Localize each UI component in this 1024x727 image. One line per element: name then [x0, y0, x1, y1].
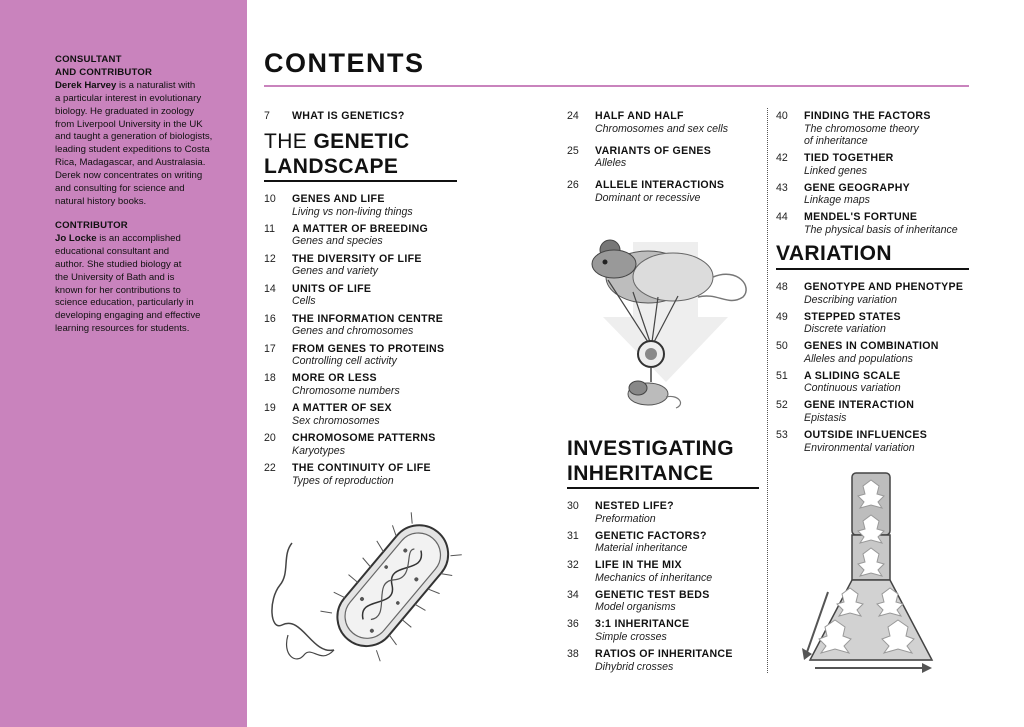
page-number: 38	[567, 648, 579, 660]
entry-title: MORE OR LESS	[292, 372, 377, 385]
bio-line: is a naturalist with	[116, 79, 196, 91]
entry-title: GENE GEOGRAPHY	[804, 181, 911, 194]
entry-subtitle: Describing variation	[804, 293, 898, 306]
entry-subtitle: Chromosomes and sex cells	[595, 122, 729, 135]
consultant-heading-line2: AND CONTRIBUTOR	[55, 66, 153, 78]
entry-title: VARIANTS OF GENES	[595, 144, 712, 157]
entry-subtitle: Discrete variation	[804, 323, 886, 336]
bio-line: known for her contributions to	[55, 284, 181, 296]
heading-part: INVESTIGATING	[567, 437, 734, 460]
entry-subtitle: Cells	[292, 295, 316, 308]
page-number: 48	[776, 281, 788, 293]
bio-line: developing engaging and effective	[55, 310, 201, 322]
page-number: 24	[567, 110, 579, 122]
bio-line: and consulting for science and	[55, 183, 185, 195]
entry-subtitle: The chromosome theory	[804, 122, 919, 135]
entry-title: GENETIC FACTORS?	[595, 529, 707, 542]
entry-subtitle: Model organisms	[595, 601, 676, 614]
entry-subtitle: Linked genes	[804, 164, 868, 177]
entry-title: A MATTER OF SEX	[292, 402, 392, 415]
entry-title: GENE INTERACTION	[804, 399, 915, 412]
page-number: 30	[567, 500, 579, 512]
section-rule	[567, 487, 759, 489]
page-number: 10	[264, 193, 276, 205]
entry-title: TIED TOGETHER	[804, 152, 894, 165]
entry-title: GENES AND LIFE	[292, 193, 385, 205]
heading-part: THE	[264, 130, 314, 153]
bio-line: Rica, Madagascar, and Australasia.	[55, 157, 206, 169]
section-heading-investigating-inheritance	[567, 436, 734, 486]
contributor-name: Jo Locke	[55, 232, 97, 244]
page-number: 52	[776, 399, 788, 412]
entry-title: THE INFORMATION CENTRE	[292, 312, 444, 325]
bio-line: science education, particularly in	[55, 297, 194, 309]
bio-line: learning resources for students.	[55, 323, 190, 335]
page-number: 22	[264, 462, 276, 475]
entry-subtitle: Preformation	[595, 512, 656, 525]
entry-subtitle: Genes and chromosomes	[292, 325, 414, 338]
page-number: 7	[264, 110, 270, 122]
entry-subtitle: Environmental variation	[804, 441, 915, 454]
consultant-name: Derek Harvey	[55, 79, 117, 91]
entry-title: A SLIDING SCALE	[804, 369, 901, 382]
entry-title: GENETIC TEST BEDS	[595, 588, 710, 601]
section-heading-variation	[776, 241, 892, 266]
page-number: 43	[776, 181, 788, 194]
column-divider	[767, 108, 768, 673]
entry-title: MENDEL'S FORTUNE	[804, 211, 918, 224]
entry-title: THE CONTINUITY OF LIFE	[292, 462, 431, 475]
entry-subtitle: Genes and variety	[292, 265, 378, 278]
entry-title: NESTED LIFE?	[595, 500, 674, 512]
page-title: CONTENTS	[264, 48, 425, 78]
page-number: 32	[567, 559, 579, 572]
bio-line: author. She studied biology at	[55, 258, 182, 270]
page-number: 17	[264, 342, 276, 355]
entry-title: FROM GENES TO PROTEINS	[292, 342, 445, 355]
bio-line: leading student expeditions to Costa	[55, 144, 210, 156]
heading-part: VARIATION	[776, 242, 892, 265]
page-number: 26	[567, 179, 579, 191]
entry-title: CHROMOSOME PATTERNS	[292, 432, 436, 445]
entry-subtitle: Mechanics of inheritance	[595, 571, 713, 584]
entry-subtitle: Controlling cell activity	[292, 355, 397, 367]
page-number: 11	[264, 222, 275, 235]
entry-subtitle: Sex chromosomes	[292, 414, 380, 427]
entry-subtitle: Karyotypes	[292, 444, 345, 457]
contributor-block	[55, 220, 225, 336]
entry-subtitle: Types of reproduction	[292, 474, 394, 487]
bacterium-illustration	[262, 505, 462, 670]
entry-title: HALF AND HALF	[595, 110, 684, 122]
entry-title: A MATTER OF BREEDING	[292, 222, 429, 235]
page-number: 51	[776, 369, 788, 382]
entry-subtitle: Alleles and populations	[804, 352, 913, 365]
entry-title: GENOTYPE AND PHENOTYPE	[804, 281, 964, 293]
entry-title: LIFE IN THE MIX	[595, 559, 682, 572]
title-rule	[264, 85, 969, 87]
page-number: 18	[264, 372, 276, 385]
section-rule	[264, 180, 457, 182]
mice-inheritance-illustration	[578, 222, 753, 417]
heading-part: INHERITANCE	[567, 462, 714, 485]
entry-subtitle: Alleles	[595, 157, 627, 169]
page-number: 40	[776, 110, 788, 122]
entry-subtitle: Continuous variation	[804, 382, 901, 395]
entry-subtitle: Epistasis	[804, 411, 847, 424]
entry-subtitle: Chromosome numbers	[292, 384, 400, 397]
entry-title: RATIOS OF INHERITANCE	[595, 648, 733, 660]
bio-line: natural history books.	[55, 195, 147, 207]
entry-subtitle: Linkage maps	[804, 194, 870, 207]
bio-line: is an accomplished	[96, 232, 181, 244]
entry-title: OUTSIDE INFLUENCES	[804, 429, 928, 441]
entry-title: GENES IN COMBINATION	[804, 340, 939, 353]
entry-subtitle: Simple crosses	[595, 630, 667, 643]
contributor-bio	[55, 233, 225, 336]
page-number: 49	[776, 310, 788, 323]
entry-subtitle: Dominant or recessive	[595, 191, 701, 204]
entry-subtitle: Material inheritance	[595, 542, 688, 555]
sidebar	[0, 0, 247, 727]
consultant-heading: CONSULTANT	[55, 54, 122, 65]
page-number: 50	[776, 340, 788, 353]
page-number: 16	[264, 312, 276, 325]
page-number: 14	[264, 282, 276, 295]
entry-title: 3:1 INHERITANCE	[595, 618, 690, 631]
entry-subtitle-line2: of inheritance	[804, 135, 868, 147]
entry-subtitle: The physical basis of inheritance	[804, 223, 958, 236]
page-number: 12	[264, 252, 276, 265]
consultant-block	[55, 54, 225, 209]
entry-title: THE DIVERSITY OF LIFE	[292, 252, 422, 265]
entry-subtitle: Genes and species	[292, 235, 383, 248]
consultant-bio	[55, 80, 225, 209]
contributor-heading: CONTRIBUTOR	[55, 220, 128, 231]
page-number: 25	[567, 144, 579, 157]
heading-part: GENETIC	[313, 130, 410, 153]
bio-line: biology. He graduated in zoology	[55, 105, 195, 117]
entry-subtitle: Dihybrid crosses	[595, 660, 674, 673]
page-number: 20	[264, 432, 276, 445]
bio-line: educational consultant and	[55, 245, 170, 257]
bio-line: a particular interest in evolutionary	[55, 92, 202, 104]
page-number: 42	[776, 152, 788, 165]
entry-title: STEPPED STATES	[804, 310, 901, 323]
page-number: 34	[567, 588, 579, 601]
section-rule	[776, 268, 969, 270]
page-number: 31	[567, 529, 579, 542]
bio-line: from Liverpool University in the UK	[55, 118, 203, 130]
page-number: 36	[567, 618, 579, 631]
bio-line: and taught a generation of biologists,	[55, 131, 213, 143]
entry-subtitle: Living vs non-living things	[292, 205, 413, 218]
page-number: 53	[776, 429, 788, 441]
bio-line: the University of Bath and is	[55, 271, 175, 283]
section-heading-genetic-landscape	[264, 129, 410, 179]
entry-title: UNITS OF LIFE	[292, 282, 372, 295]
bio-line: Derek now concentrates on writing	[55, 170, 203, 182]
entry-title: FINDING THE FACTORS	[804, 110, 931, 122]
entry-title: WHAT IS GENETICS?	[292, 110, 405, 122]
heading-part: LANDSCAPE	[264, 155, 399, 178]
leaf-flask-illustration	[800, 470, 940, 675]
page-number: 19	[264, 402, 276, 415]
page-number: 44	[776, 211, 788, 224]
entry-title: ALLELE INTERACTIONS	[595, 179, 725, 191]
